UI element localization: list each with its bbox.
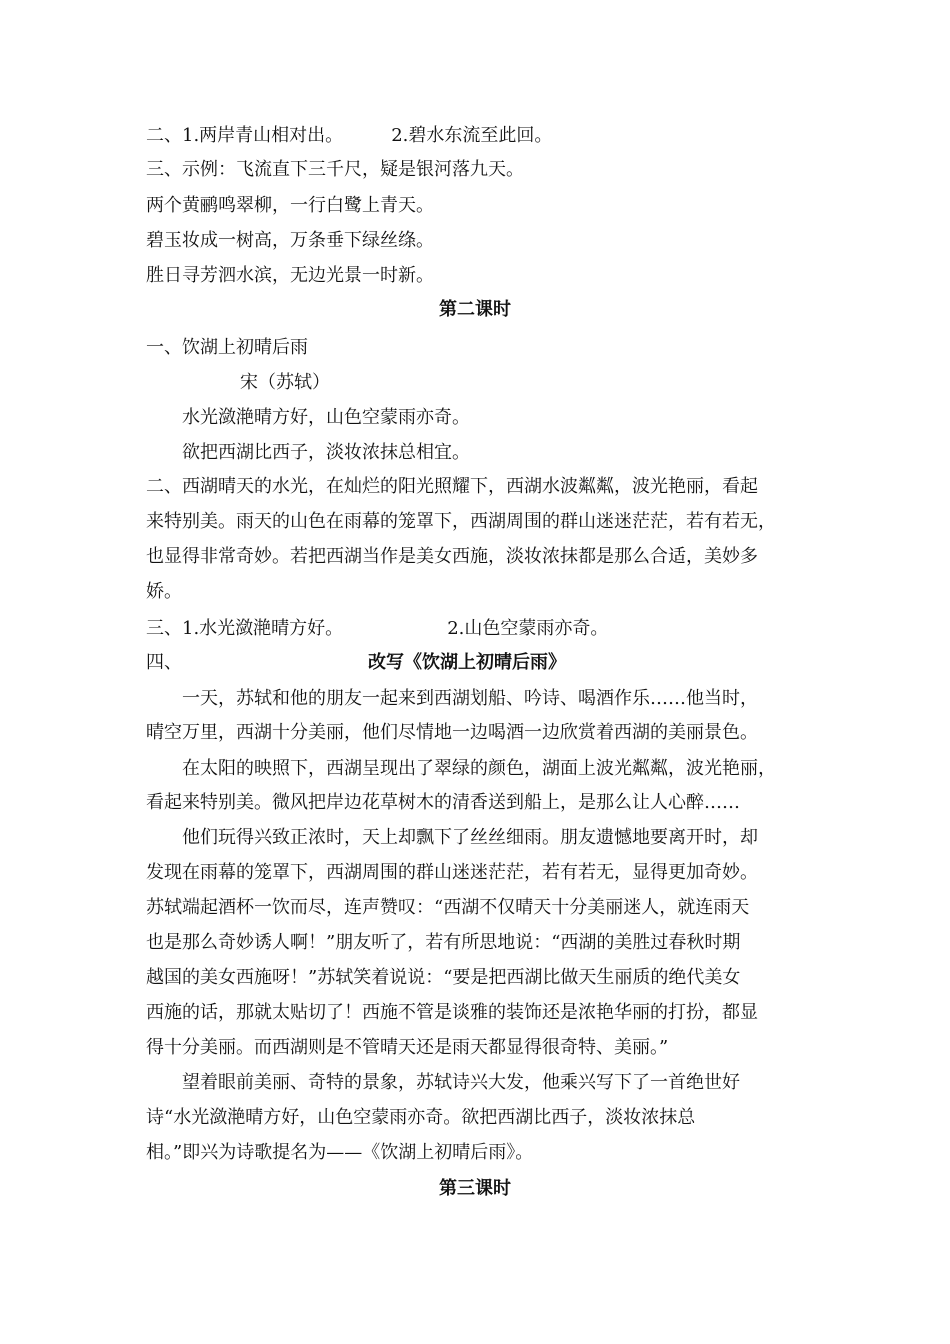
rewrite-title: 改写《饮湖上初晴后雨》 [368, 652, 566, 673]
lesson2-part4-label: 四、 [146, 652, 182, 673]
poem-author: 宋（苏轼） [240, 372, 330, 393]
rewrite-line: 看起来特别美。微风把岸边花草树木的清香送到船上，是那么让人心醉…… [146, 792, 740, 813]
rewrite-line: 在太阳的映照下，西湖呈现出了翠绿的颜色，湖面上波光粼粼，波光艳丽， [182, 758, 776, 779]
answer-part2-item2: 2.碧水东流至此回。 [391, 125, 553, 146]
rewrite-line: 发现在雨幕的笼罩下，西湖周围的群山迷迷茫茫，若有若无，显得更加奇妙。 [146, 862, 758, 883]
lesson3-title: 第三课时 [439, 1178, 511, 1199]
rewrite-line: 望着眼前美丽、奇特的景象，苏轼诗兴大发，他乘兴写下了一首绝世好 [182, 1072, 740, 1093]
poem-line-1: 水光潋滟晴方好，山色空蒙雨亦奇。 [182, 407, 470, 428]
lesson2-part1-label: 一、饮湖上初晴后雨 [146, 337, 308, 358]
lesson2-part2-line: 来特别美。雨天的山色在雨幕的笼罩下，西湖周围的群山迷迷茫茫，若有若无， [146, 511, 776, 532]
lesson2-part2-line: 娇。 [146, 581, 182, 602]
rewrite-line: 相。”即兴为诗歌提名为——《饮湖上初晴后雨》。 [146, 1142, 534, 1163]
rewrite-line: 西施的话，那就太贴切了！西施不管是谈雅的装饰还是浓艳华丽的打扮，都显 [146, 1002, 758, 1023]
poem-line-2: 欲把西湖比西子，淡妆浓抹总相宜。 [182, 442, 470, 463]
answer-part3-line4: 胜日寻芳泗水滨，无边光景一时新。 [146, 265, 434, 286]
lesson2-title: 第二课时 [439, 299, 511, 320]
rewrite-line: 也是那么奇妙诱人啊！”朋友听了，若有所思地说：“西湖的美胜过春秋时期 [146, 932, 741, 953]
lesson2-part3-item1: 三、1.水光潋滟晴方好。 [146, 618, 344, 639]
lesson2-part2-line: 二、西湖晴天的水光，在灿烂的阳光照耀下，西湖水波粼粼，波光艳丽，看起 [146, 476, 758, 497]
rewrite-line: 晴空万里，西湖十分美丽，他们尽情地一边喝酒一边欣赏着西湖的美丽景色。 [146, 722, 758, 743]
lesson2-part2-line: 也显得非常奇妙。若把西湖当作是美女西施，淡妆浓抹都是那么合适，美妙多 [146, 546, 758, 567]
rewrite-line: 苏轼端起酒杯一饮而尽，连声赞叹：“西湖不仅晴天十分美丽迷人，就连雨天 [146, 897, 750, 918]
rewrite-line: 得十分美丽。而西湖则是不管晴天还是雨天都显得很奇特、美丽。” [146, 1037, 669, 1058]
answer-part3-line1: 三、示例：飞流直下三千尺，疑是银河落九天。 [146, 159, 524, 180]
rewrite-line: 越国的美女西施呀！”苏轼笑着说说：“要是把西湖比做天生丽质的绝代美女 [146, 967, 741, 988]
lesson2-part3 [146, 617, 806, 641]
answer-part3-line3: 碧玉妆成一树高，万条垂下绿丝绦。 [146, 230, 434, 251]
rewrite-line: 一天，苏轼和他的朋友一起来到西湖划船、吟诗、喝酒作乐……他当时， [182, 688, 758, 709]
answer-part2 [146, 124, 806, 148]
answer-part3-line2: 两个黄鹂鸣翠柳，一行白鹭上青天。 [146, 195, 434, 216]
rewrite-line: 诗“水光潋滟晴方好，山色空蒙雨亦奇。欲把西湖比西子，淡妆浓抹总 [146, 1107, 696, 1128]
rewrite-line: 他们玩得兴致正浓时，天上却飘下了丝丝细雨。朋友遗憾地要离开时，却 [182, 827, 758, 848]
lesson2-part3-item2: 2.山色空蒙雨亦奇。 [447, 618, 609, 639]
answer-part2-item1: 二、1.两岸青山相对出。 [146, 125, 344, 146]
